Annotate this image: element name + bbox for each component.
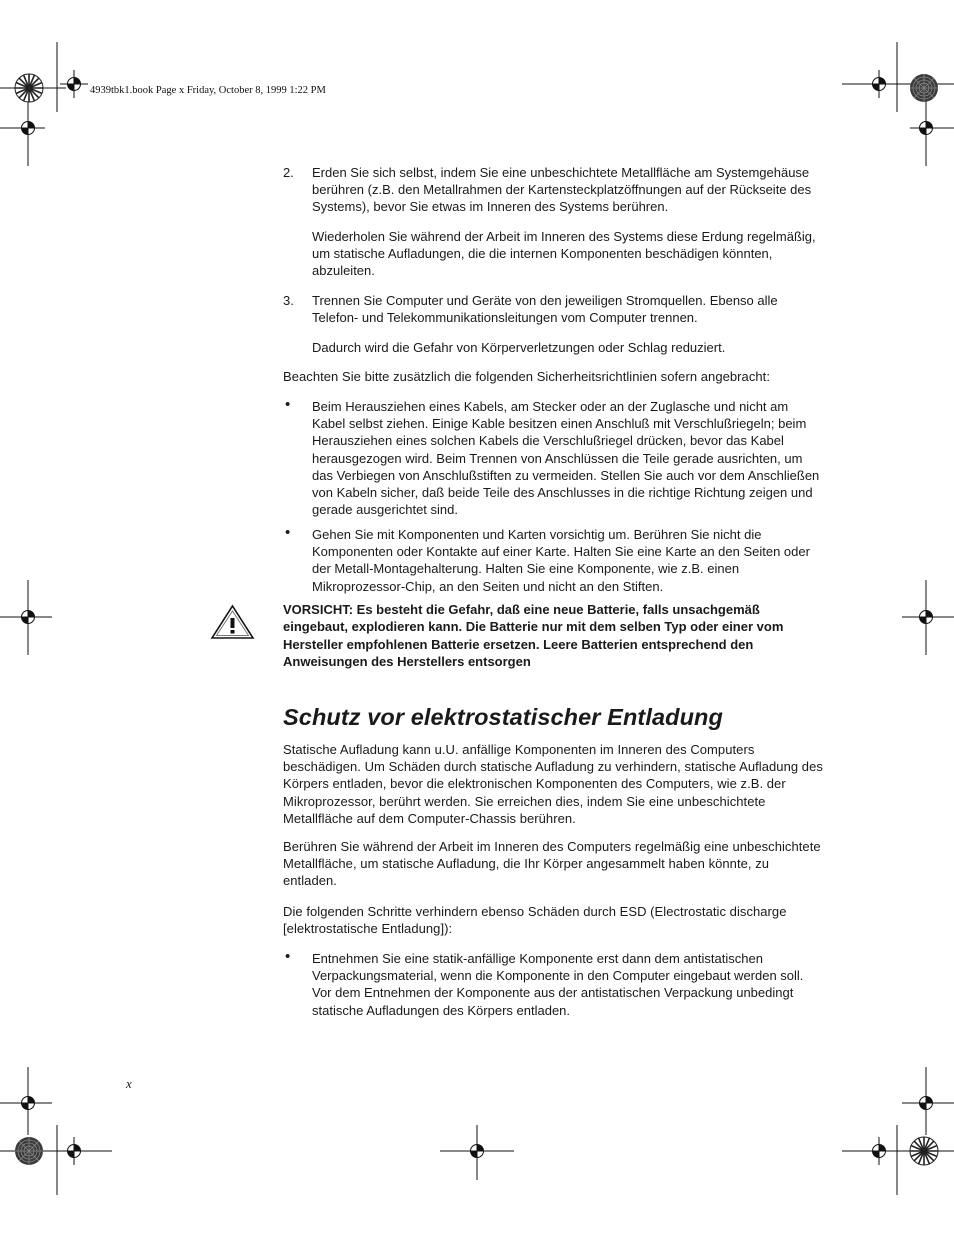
guideline-text: Gehen Sie mit Komponenten und Karten vorsichtig um. Berühren Sie nicht die Komponenten oder Kontakte auf einer Karte. Halten Sie eine Karte an den Seiten oder der Metall-Montagehalterung. Halten Sie eine Komponente, wie z.B. einen Mikroprozessor-Chip, an den Seiten und nicht an den Stiften. <box>312 527 810 594</box>
caution-notice: VORSICHT: Es besteht die Gefahr, daß eine neue Batterie, falls unsachgemäß eingebaut, explodieren kann. Die Batterie nur mit dem selben Typ oder einer vom Hersteller empfohlenen Batterie ersetzen. Leere Batterien entsprechend den Anweisungen des Herstellers entsorgen <box>283 602 784 669</box>
section-heading: Schutz vor elektrostatischer Entladung <box>283 704 723 730</box>
step-note: Wiederholen Sie während der Arbeit im Inneren des Systems diese Erdung regelmäßig, um statische Aufladungen, die die internen Komponenten beschädigen könnten, abzuleiten. <box>312 229 816 279</box>
warning-triangle-icon <box>210 604 255 640</box>
step-text: Erden Sie sich selbst, indem Sie eine unbeschichtete Metallfläche am Systemgehäuse berühren (z.B. den Metallrahmen der Kartensteckplatzöffnungen auf der Rückseite des Systems), bevor Sie etwas im Inneren des Systems berühren. <box>312 165 812 215</box>
bullet-icon: • <box>285 524 291 541</box>
esd-paragraph: Berühren Sie während der Arbeit im Inneren des Computers regelmäßig eine unbeschichtete Metallfläche, um statische Aufladung, die Ihr Körper angesammelt haben könnte, zu entladen. <box>283 839 821 889</box>
bullet-icon: • <box>285 948 291 965</box>
list-item <box>283 398 823 518</box>
list-item <box>283 526 823 595</box>
esd-paragraph: Statische Aufladung kann u.U. anfällige Komponenten im Inneren des Computers beschädigen. Um Schäden durch statische Aufladung zu verhindern, statische Aufladung des Körpers entladen, bevor die elektronischen Komponenten des Computers, wie z.B. der Mikroprozessor, berührt werden. Sie erreichen dies, indem Sie eine unbeschichtete Metallfläche auf dem Computer-Chassis berühren. <box>283 742 823 826</box>
step-text: Trennen Sie Computer und Geräte von den jeweiligen Stromquellen. Ebenso alle Telefon- und Telekommunikationsleitungen vom Computer trennen. <box>312 293 778 326</box>
esd-step-text: Entnehmen Sie eine statik-anfällige Komponente erst dann dem antistatischen Verpackungsmaterial, wenn die Komponente in den Computer eingebaut werden soll. Vor dem Entnehmen der Komponente aus der antistatischen Verpackung unbedingt statische Aufladungen des Körpers entladen. <box>312 951 804 1018</box>
esd-paragraph: Die folgenden Schritte verhindern ebenso Schäden durch ESD (Electrostatic discharge [elektrostatische Entladung]): <box>283 904 787 937</box>
step-note: Dadurch wird die Gefahr von Körperverletzungen oder Schlag reduziert. <box>312 340 726 355</box>
list-item <box>283 950 823 1019</box>
guideline-text: Beim Herausziehen eines Kabels, am Stecker oder an der Zuglasche und nicht am Kabel selbst ziehen. Einige Kable besitzen einen Anschluß mit Verschlußriegeln; beim Herausziehen eines solchen Kabels die Verschlußriegel drücken, bevor das Kabel herausgezogen wird. Beim Trennen von Anschlüssen die Teile gerade ausrichten, um das Verbiegen von Anschlußstiften zu vermeiden. Stellen Sie auch vor dem Anschließen von Kabeln sicher, daß beide Teile des Anschlusses in die richtige Richtung zeigen und gerade ausgerichtet sind. <box>312 399 820 518</box>
step-item <box>283 164 823 216</box>
print-header: 4939tbk1.book Page x Friday, October 8, 1999 1:22 PM <box>90 85 326 96</box>
step-number: 2. <box>283 165 294 180</box>
step-number: 3. <box>283 293 294 308</box>
page-number: x <box>126 1076 132 1091</box>
bullet-icon: • <box>285 396 291 413</box>
step-item <box>283 292 823 326</box>
guidelines-intro: Beachten Sie bitte zusätzlich die folgenden Sicherheitsrichtlinien sofern angebracht: <box>283 369 770 384</box>
